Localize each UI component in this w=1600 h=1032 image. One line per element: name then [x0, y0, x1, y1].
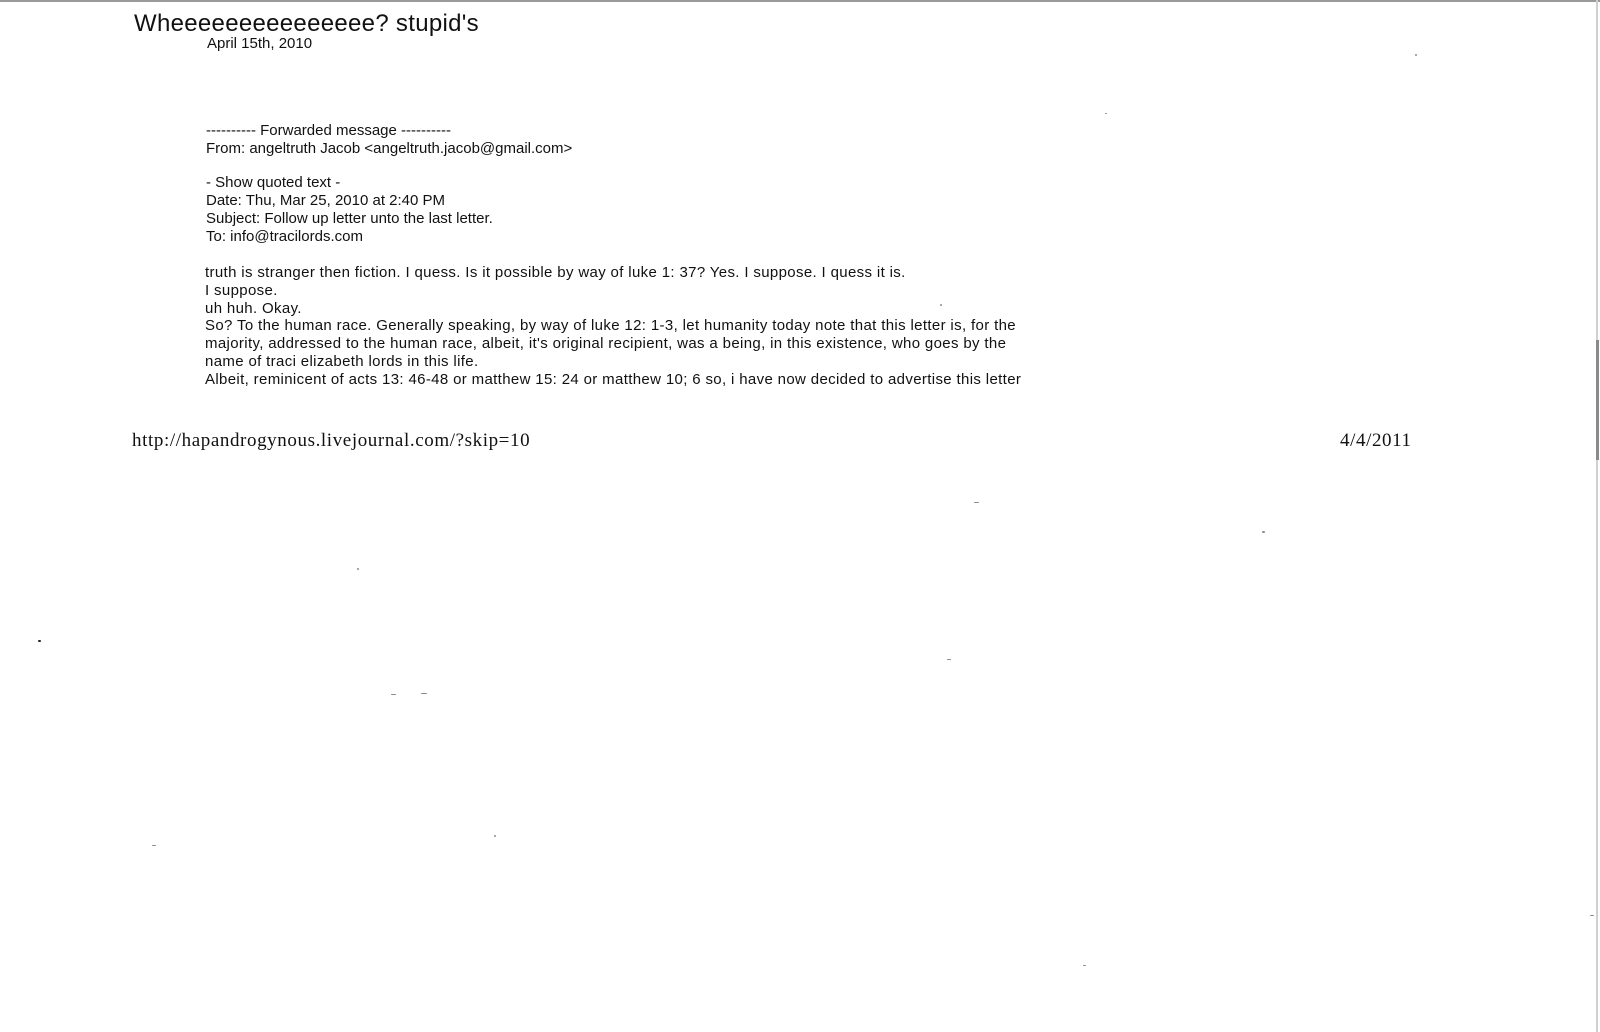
body-line: So? To the human race. Generally speaking, by way of luke 12: 1-3, let humanity today note that this letter is, for the: [205, 317, 1016, 335]
scan-speck: [940, 304, 942, 306]
scan-speck: [391, 694, 396, 695]
scan-speck: [152, 845, 156, 846]
scan-edge-top: [0, 0, 1600, 2]
scan-speck: [974, 502, 979, 503]
body-line: I suppose.: [205, 281, 278, 299]
scan-speck: [1262, 531, 1265, 533]
scan-edge-right: [1596, 0, 1598, 1032]
body-line: uh huh. Okay.: [205, 299, 302, 317]
footer-url: http://hapandrogynous.livejournal.com/?skip=10: [132, 430, 531, 451]
to-line: To: info@tracilords.com: [206, 228, 363, 245]
from-line: From: angeltruth Jacob <angeltruth.jacob@gmail.com>: [206, 140, 573, 157]
subject-line: Subject: Follow up letter unto the last letter.: [206, 210, 493, 227]
body-line: Albeit, reminicent of acts 13: 46-48 or matthew 15: 24 or matthew 10; 6 so, i have now decided to advertise this letter: [205, 370, 1022, 388]
post-date: April 15th, 2010: [207, 35, 313, 52]
scan-edge-shadow: [1596, 340, 1599, 460]
scan-speck: [421, 693, 427, 694]
scan-speck: [1083, 965, 1086, 966]
body-line: name of traci elizabeth lords in this life.: [205, 352, 479, 370]
forward-header-block: [206, 122, 572, 158]
date-line: Date: Thu, Mar 25, 2010 at 2:40 PM: [206, 192, 446, 209]
scan-speck: [947, 659, 951, 660]
show-quoted-text: - Show quoted text -: [206, 174, 341, 191]
scan-speck: [1415, 54, 1417, 56]
body-line: majority, addressed to the human race, albeit, it's original recipient, was a being, in this existence, who goes by the: [205, 335, 1007, 353]
scan-speck: [357, 568, 359, 570]
scan-speck: [1105, 113, 1107, 114]
scan-speck: [494, 835, 496, 837]
forwarded-message-label: ---------- Forwarded message ----------: [206, 122, 451, 139]
post-title: Wheeeeeeeeeeeeeee? stupid's: [134, 10, 479, 37]
scan-speck: [1590, 915, 1594, 916]
scan-speck: [38, 640, 41, 642]
letter-body: [205, 264, 1451, 389]
email-meta-block: [206, 174, 493, 246]
body-line: truth is stranger then fiction. I quess. Is it possible by way of luke 1: 37? Yes. I suppose. I quess it is.: [205, 264, 906, 281]
footer-print-date: 4/4/2011: [1340, 430, 1412, 451]
